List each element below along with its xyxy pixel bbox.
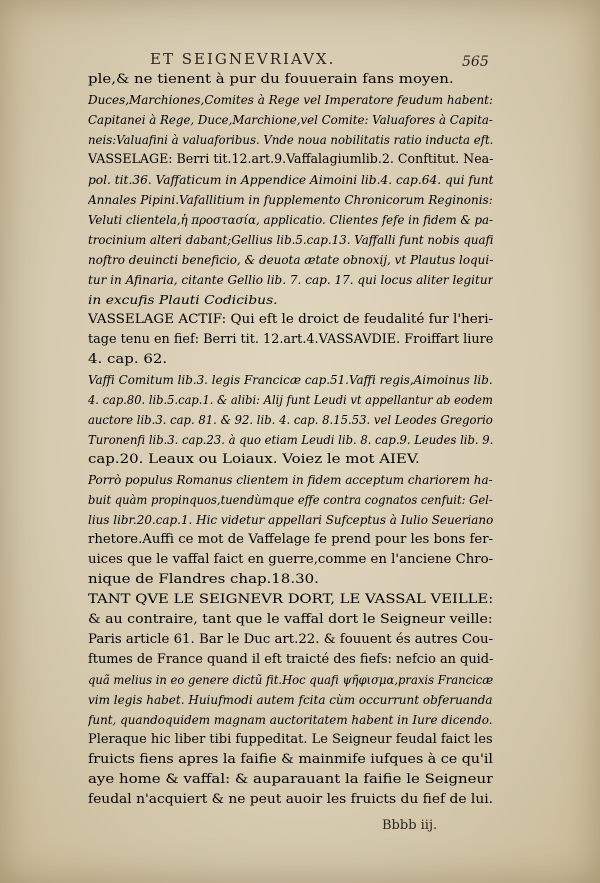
text-line: funt, quandoquidem magnam auctoritatem habent in Iure dicendo. <box>88 713 493 727</box>
text-line: Duces,Marchiones,Comites à Rege vel Imperatore feudum habent: <box>88 93 493 107</box>
text-line: trocinium alteri dabant;Gellius lib.5.cap.13. Vaffalli funt nobis quafi <box>88 233 493 247</box>
text-line: noftro deuincti beneficio, & deuota ætate obnoxij, vt Plautus loqui- <box>88 253 493 267</box>
text-line: buit quàm propinquos,tuendùmque effe contra cognatos cenfuit: Gel- <box>88 493 493 507</box>
text-line: aye home & vaffal: & auparauant la faifie le Seigneur <box>88 772 493 787</box>
text-line: fruicts fiens apres la faifie & mainmife iufques à ce qu'il <box>88 752 493 767</box>
running-head: ET SEIGNEVRIAVX. <box>150 50 336 68</box>
text-line: 4. cap.80. lib.5.cap.1. & alibi: Alij funt Leudi vt appellantur ab eodem <box>88 393 493 407</box>
text-line: nique de Flandres chap.18.30. <box>88 572 319 587</box>
text-line: 4. cap. 62. <box>88 352 168 367</box>
text-line: feudal n'acquiert & ne peut auoir les fruicts du fief de lui. <box>88 792 493 807</box>
text-line: in excufis Plauti Codicibus. <box>88 293 278 307</box>
text-line: tage tenu en fief: Berri tit. 12.art.4.VASSAVDIE. Froiffart liure <box>88 332 493 347</box>
text-line: & au contraire, tant que le vaffal dort le Seigneur veille: <box>88 612 493 627</box>
text-line: neis:Valuafini à valuaforibus. Vnde noua nobilitatis ratio inducta eft. <box>88 133 493 147</box>
text-line: tur in Afinaria, citante Gellio lib. 7. cap. 17. qui locus aliter legitur <box>88 273 493 287</box>
text-line: quã melius in eo genere dictũ fit.Hoc quafi ψῆφισμα,praxis Francicæ <box>88 673 493 687</box>
page-number: 565 <box>462 54 489 70</box>
text-line: Vaffi Comitum lib.3. legis Francicæ cap.51.Vaffi regis,Aimoinus lib. <box>88 373 493 387</box>
text-line: Capitanei à Rege, Duce,Marchione,vel Comite: Valuafores à Capita- <box>88 113 493 127</box>
text-line: Veluti clientela,ἡ προστασία, applicatio. Clientes fefe in fidem & pa- <box>88 213 493 227</box>
text-line: lius libr.20.cap.1. Hic videtur appellari Sufceptus à Iulio Seueriano <box>88 513 493 527</box>
text-line: uices que le vaffal faict en guerre,comme en l'anciene Chro- <box>88 552 493 567</box>
text-line: Pleraque hic liber tibi fuppeditat. Le Seigneur feudal faict les <box>88 732 493 747</box>
page-body <box>88 70 493 810</box>
text-line: VASSELAGE ACTIF: Qui eft le droict de feudalité fur l'heri- <box>88 312 493 327</box>
text-line: auctore lib.3. cap. 81. & 92. lib. 4. cap. 8.15.53. vel Leodes Gregorio <box>88 413 493 427</box>
text-line: Annales Pipini.Vafallitium in fupplemento Chronicorum Reginonis: <box>88 193 493 207</box>
text-line: TANT QVE LE SEIGNEVR DORT, LE VASSAL VEILLE: <box>88 592 493 607</box>
signature-mark: Bbbb iij. <box>382 818 438 833</box>
text-line: vim legis habet. Huiufmodi autem fcita cùm occurrunt obferuanda <box>88 693 493 707</box>
text-line: Paris article 61. Bar le Duc art.22. & fouuent és autres Cou- <box>88 632 493 647</box>
text-line: rhetore.Auffi ce mot de Vaffelage fe prend pour les bons fer- <box>88 532 493 547</box>
text-line: ftumes de France quand il eft traicté des fiefs: nefcio an quid- <box>88 652 493 667</box>
text-line: ple,& ne tienent à pur du fouuerain fans moyen. <box>88 72 454 87</box>
text-line: cap.20. Leaux ou Loiaux. Voiez le mot AIEV. <box>88 452 420 467</box>
text-line: Turonenfi lib.3. cap.23. à quo etiam Leudi lib. 8. cap.9. Leudes lib. 9. <box>88 433 493 447</box>
text-line: VASSELAGE: Berri tit.12.art.9.Vaffalagiumlib.2. Conftitut. Nea- <box>88 152 493 167</box>
text-line: pol. tit.36. Vaffaticum in Appendice Aimoini lib.4. cap.64. qui funt <box>88 173 493 187</box>
text-line: Porrò populus Romanus clientem in fidem acceptum chariorem ha- <box>88 473 493 487</box>
